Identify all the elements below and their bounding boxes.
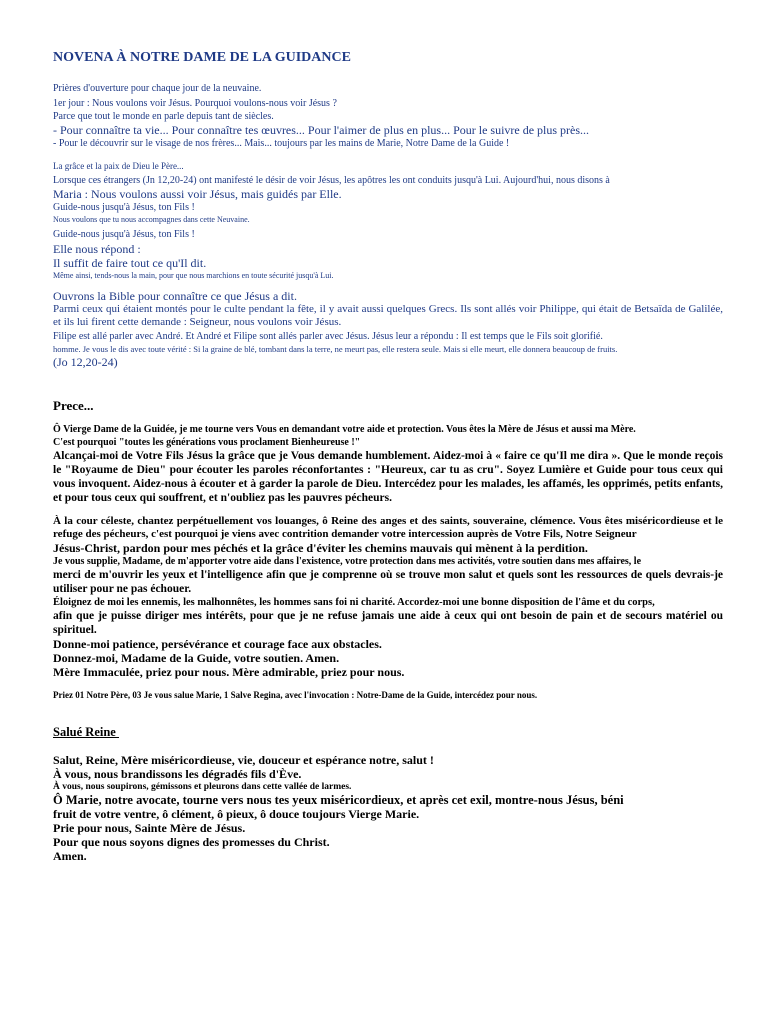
- intro-line: 1er jour : Nous voulons voir Jésus. Pourquoi voulons-nous voir Jésus ?: [53, 98, 337, 109]
- prece-line: Ô Vierge Dame de la Guidée, je me tourne vers Vous en demandant votre aide et protection. Vous êtes la Mère de Jésus et aussi ma Mère.: [53, 424, 636, 435]
- intro-line: - Pour connaître ta vie... Pour connaître tes œuvres... Pour l'aimer de plus en plus... Pour le suivre de plus près...: [53, 123, 590, 137]
- salve-line: Amen.: [53, 849, 87, 863]
- salve-heading: Salué Reine: [53, 725, 119, 739]
- intro-line: Prières d'ouverture pour chaque jour de la neuvaine.: [53, 83, 262, 94]
- bible-line: homme. Je vous le dis avec toute vérité : Si la graine de blé, tombant dans la terre, ne meurt pas, elle restera seule. Mais si elle meurt, elle donnera beaucoup de fruits.: [53, 344, 618, 354]
- intro-section: [53, 82, 723, 150]
- intro-line: Parce que tout le monde en parle depuis tant de siècles.: [53, 111, 274, 122]
- bible-line: Filipe est allé parler avec André. Et André et Filipe sont allés parler avec Jésus. Jésus leur a répondu : Il est temps que le Fils soit glorifié.: [53, 331, 603, 342]
- grace-line: Nous voulons que tu nous accompagnes dans cette Neuvaine.: [53, 215, 250, 224]
- prece-paragraph: À la cour céleste, chantez perpétuellement vos louanges, ô Reine des anges et des saints, souveraine, clémence. Vous êtes miséricordieuse et le refuge des pécheurs, c'est pourquoi je viens avec contrition demander votre intercession auprès de Votre Fils, Notre Seigneur: [53, 515, 723, 540]
- salve-line: Ô Marie, notre avocate, tourne vers nous tes yeux miséricordieux, et après cet exil, montre-nous Jésus, béni: [53, 793, 624, 807]
- grace-line: Maria : Nous voulons aussi voir Jésus, mais guidés par Elle.: [53, 187, 342, 201]
- grace-line: Guide-nous jusqu'à Jésus, ton Fils !: [53, 229, 195, 240]
- grace-line: Elle nous répond :: [53, 242, 141, 256]
- salve-line: Salut, Reine, Mère miséricordieuse, vie, douceur et espérance notre, salut !: [53, 753, 434, 767]
- grace-paragraph: Lorsque ces étrangers (Jn 12,20-24) ont manifesté le désir de voir Jésus, les apôtres les ont conduits jusqu'à Lui. Aujourd'hui, nous disons à: [53, 175, 610, 186]
- document-page: [53, 50, 723, 863]
- intro-line: - Pour le découvrir sur le visage de nos frères... Mais... toujours par les mains de Marie, Notre Dame de la Guide !: [53, 138, 510, 149]
- salve-line: À vous, nous soupirons, gémissons et pleurons dans cette vallée de larmes.: [53, 782, 352, 792]
- salve-line: À vous, nous brandissons les dégradés fils d'Ève.: [53, 767, 302, 781]
- grace-line: Même ainsi, tends-nous la main, pour que nous marchions en toute sécurité jusqu'à Lui.: [53, 271, 334, 280]
- prece-line: Éloignez de moi les ennemis, les malhonnêtes, les hommes sans foi ni charité. Accordez-moi une bonne disposition de l'âme et du corps,: [53, 597, 655, 608]
- prece-line: C'est pourquoi "toutes les générations vous proclament Bienheureuse !": [53, 437, 361, 448]
- salve-line: fruit de votre ventre, ô clément, ô pieux, ô douce toujours Vierge Marie.: [53, 807, 420, 821]
- salve-line: Prie pour nous, Sainte Mère de Jésus.: [53, 821, 246, 835]
- bible-line: Ouvrons la Bible pour connaître ce que Jésus a dit.: [53, 289, 297, 303]
- prece-paragraph: merci de m'ouvrir les yeux et l'intelligence afin que je comprenne où se trouve mon salut et quels sont les ressources de quels devrais-je utiliser pour ne pas échouer.: [53, 569, 723, 595]
- grace-line: Il suffit de faire tout ce qu'Il dit.: [53, 256, 207, 270]
- prece-line: Je vous supplie, Madame, de m'apporter votre aide dans l'existence, votre protection dans mes activités, votre soutien dans mes affaires, le: [53, 556, 642, 567]
- prece-paragraph: afin que je puisse diriger mes intérêts, pour que je ne refuse jamais une aide à ceux qui ont besoin de pain et de secours matériel ou spirituel.: [53, 610, 723, 636]
- prece-paragraph: Alcançai-moi de Votre Fils Jésus la grâce que je Vous demande humblement. Aidez-moi à « faire ce qu'Il me dira ». Que le monde reçois le "Royaume de Dieu" pour écouter les paroles réconfortantes : "Heureux, car tu as cru". Soyez Lumière et Guide pour tous ceux qui vous invoquent. Aidez-nous à écouter et à garder la parole de Dieu. Intercédez pour les malades, les affamés, les opprimés, petits enfants, et pour tous ceux qui souffrent, et n'oubliez pas les pauvres pécheurs.: [53, 450, 723, 504]
- grace-line: Guide-nous jusqu'à Jésus, ton Fils !: [53, 202, 195, 213]
- prece-line: Donnez-moi, Madame de la Guide, votre soutien. Amen.: [53, 651, 340, 665]
- prece-line: Priez 01 Notre Père, 03 Je vous salue Marie, 1 Salve Regina, avec l'invocation : Notre-Dame de la Guide, intercédez pour nous.: [53, 690, 538, 700]
- prece-section: [53, 399, 723, 701]
- page-title: NOVENA À NOTRE DAME DE LA GUIDANCE: [53, 50, 351, 65]
- bible-line: (Jo 12,20-24): [53, 355, 118, 369]
- prece-line: Jésus-Christ, pardon pour mes péchés et la grâce d'éviter les chemins mauvais qui mènent à la perdition.: [53, 541, 588, 555]
- prece-heading: Prece...: [53, 398, 94, 413]
- prece-line: Mère Immaculée, priez pour nous. Mère admirable, priez pour nous.: [53, 665, 405, 679]
- salve-section: [53, 725, 723, 863]
- bible-paragraph: Parmi ceux qui étaient montés pour le culte pendant la fête, il y avait aussi quelques Grecs. Ils sont allés voir Philippe, qui était de Betsaïda de Galilée, et ils lui firent cette demande : Seigneur, nous voulons voir Jésus.: [53, 303, 723, 328]
- prece-line: Donne-moi patience, persévérance et courage face aux obstacles.: [53, 637, 382, 651]
- bible-section: [53, 289, 723, 369]
- grace-section: [53, 160, 723, 281]
- grace-line: La grâce et la paix de Dieu le Père...: [53, 161, 184, 171]
- salve-line: Pour que nous soyons dignes des promesses du Christ.: [53, 835, 330, 849]
